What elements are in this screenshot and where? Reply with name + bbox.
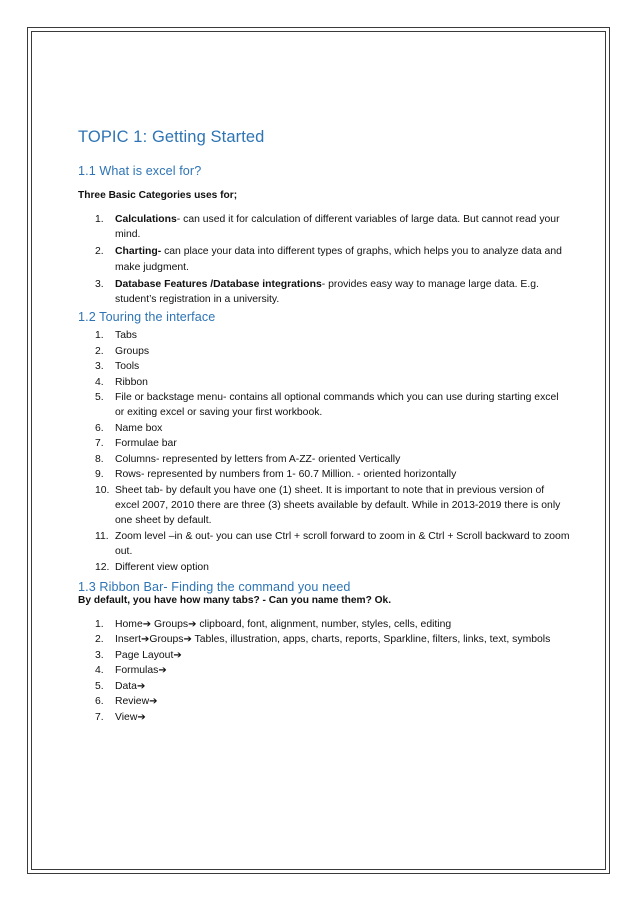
list-number: 5. xyxy=(95,680,104,692)
list-number: 4. xyxy=(95,665,104,677)
item-term: Database Features /Database integrations xyxy=(115,278,322,290)
categories-list xyxy=(78,212,570,307)
list-item xyxy=(78,529,570,559)
item-text: Groups xyxy=(115,345,150,357)
item-text: Rows- represented by numbers from 1- 60.7 Million. - oriented horizontally xyxy=(115,469,457,481)
tabs-list xyxy=(78,617,570,725)
arrow-icon: ➔ xyxy=(141,634,150,646)
item-text: clipboard, font, alignment, number, styles, cells, editing xyxy=(196,618,452,630)
item-text: Sheet tab- by default you have one (1) sheet. It is important to note that in previous version of excel 2007, 2010 there are three (3) sheets available by default. While in 2013-2019 there is only one sheet by default. xyxy=(115,484,561,527)
list-item xyxy=(78,632,570,647)
list-number: 2. xyxy=(95,246,104,258)
list-item xyxy=(78,694,570,709)
list-item xyxy=(78,710,570,725)
arrow-icon: ➔ xyxy=(158,665,167,677)
list-number: 2. xyxy=(95,345,104,357)
list-number: 3. xyxy=(95,278,104,290)
list-item xyxy=(78,390,570,420)
list-number: 9. xyxy=(95,469,104,481)
item-text: Ribbon xyxy=(115,376,148,388)
arrow-icon: ➔ xyxy=(142,618,152,630)
list-item xyxy=(78,617,570,632)
page-title: TOPIC 1: Getting Started xyxy=(78,128,265,146)
arrow-icon: ➔ xyxy=(137,711,146,723)
document-content xyxy=(78,128,570,725)
list-item xyxy=(78,467,570,482)
list-item xyxy=(78,421,570,436)
item-term: Calculations xyxy=(115,214,177,225)
item-text: Columns- represented by letters from A-ZZ- oriented Vertically xyxy=(115,453,401,465)
list-item xyxy=(78,277,570,307)
list-item xyxy=(78,344,570,359)
list-number: 1. xyxy=(95,618,104,630)
arrow-icon: ➔ xyxy=(188,618,197,630)
list-number: 10. xyxy=(95,484,110,496)
list-number: 4. xyxy=(95,376,104,388)
list-number: 1. xyxy=(95,214,104,225)
list-item xyxy=(78,648,570,663)
arrow-icon: ➔ xyxy=(149,696,158,708)
item-term: Charting- xyxy=(115,246,162,258)
item-text: File or backstage menu- contains all optional commands which you can use during starting excel or exiting excel or saving your first workbook. xyxy=(115,392,559,419)
section-heading-what-is-excel: 1.1 What is excel for? xyxy=(78,164,202,178)
section-heading-ribbon-bar: 1.3 Ribbon Bar- Finding the command you need xyxy=(78,579,351,594)
section-heading-touring-interface: 1.2 Touring the interface xyxy=(78,310,216,325)
item-group-label: Groups xyxy=(149,634,184,646)
list-item xyxy=(78,244,570,274)
list-number: 2. xyxy=(95,634,104,646)
list-number: 7. xyxy=(95,711,104,723)
list-number: 3. xyxy=(95,361,104,373)
item-text: Name box xyxy=(115,422,163,434)
arrow-icon: ➔ xyxy=(173,649,182,661)
tab-name: Review xyxy=(115,696,150,708)
item-text: Tables, illustration, apps, charts, reports, Sparkline, filters, links, text, symbols xyxy=(191,634,551,646)
item-text: Formulae bar xyxy=(115,438,177,450)
tab-name: Data xyxy=(115,680,137,692)
categories-subheading: Three Basic Categories uses for; xyxy=(78,190,238,201)
tabs-question: By default, you have how many tabs? - Can you name them? Ok. xyxy=(78,594,392,606)
interface-list xyxy=(78,328,570,575)
list-number: 5. xyxy=(95,392,104,404)
item-group-label: Groups xyxy=(154,618,189,630)
list-item xyxy=(78,663,570,678)
list-number: 3. xyxy=(95,649,104,661)
list-item xyxy=(78,560,570,575)
item-text: Zoom level –in & out- you can use Ctrl + scroll forward to zoom in & Ctrl + Scroll backward to zoom out. xyxy=(115,530,570,558)
item-text: Tabs xyxy=(115,330,137,342)
list-item xyxy=(78,679,570,694)
item-text: - can used it for calculation of different variables of large data. But cannot read your mind. xyxy=(115,214,560,241)
tab-name: View xyxy=(115,711,138,723)
item-text: Tools xyxy=(115,361,140,373)
arrow-icon: ➔ xyxy=(136,680,146,692)
list-item xyxy=(78,436,570,451)
tab-name: Home xyxy=(115,618,143,630)
list-number: 6. xyxy=(95,422,104,434)
item-text: can place your data into different types of graphs, which helps you to analyze data and make judgment. xyxy=(115,246,562,273)
list-number: 7. xyxy=(95,438,104,450)
list-item xyxy=(78,359,570,374)
tab-name: Page Layout xyxy=(115,649,174,661)
item-text: - provides easy way to manage large data. E.g. student’s registration in a university. xyxy=(115,278,539,306)
list-number: 11. xyxy=(95,530,109,542)
list-number: 6. xyxy=(95,696,104,708)
item-text: Different view option xyxy=(115,561,209,573)
tab-name: Insert xyxy=(115,634,141,646)
list-item xyxy=(78,212,570,242)
arrow-icon: ➔ xyxy=(183,634,192,646)
list-number: 1. xyxy=(95,330,104,342)
list-item xyxy=(78,452,570,467)
tab-name: Formulas xyxy=(115,665,159,677)
list-item xyxy=(78,483,570,529)
list-number: 12. xyxy=(95,561,110,573)
list-item xyxy=(78,328,570,343)
list-number: 8. xyxy=(95,453,104,465)
list-item xyxy=(78,375,570,390)
